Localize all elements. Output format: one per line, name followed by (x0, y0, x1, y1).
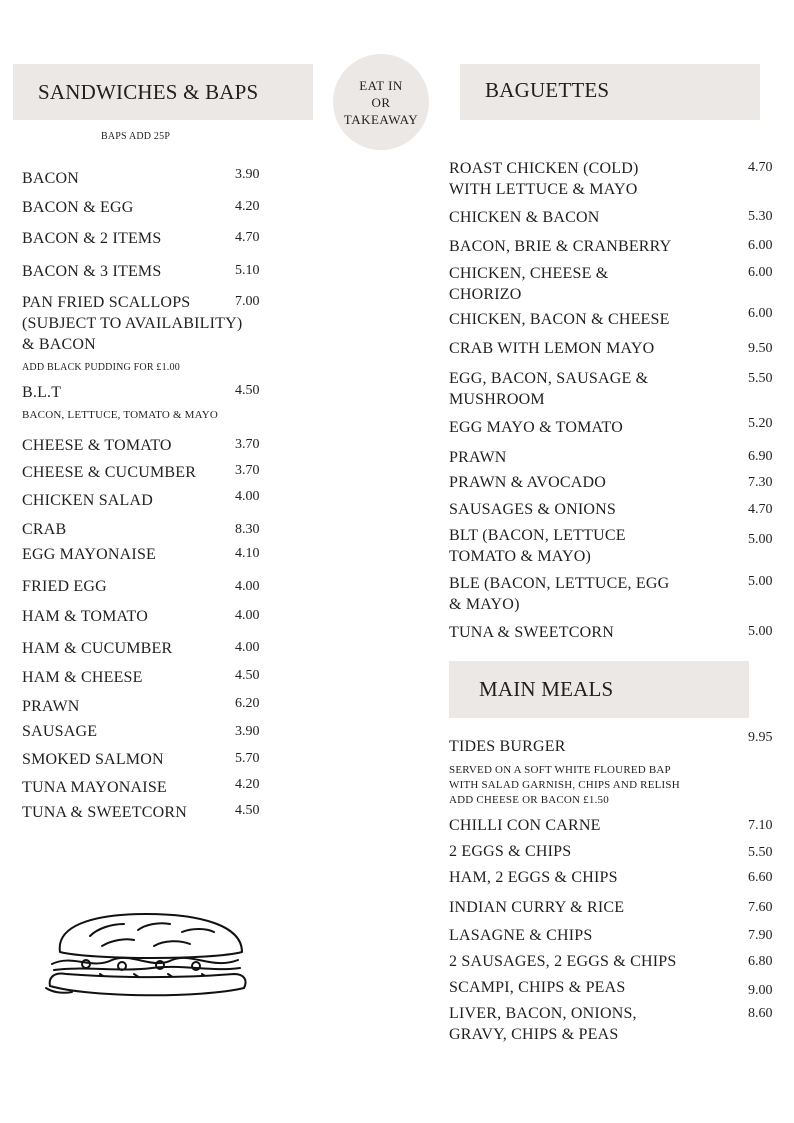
menu-item-name-line2: & MAYO) (449, 596, 520, 613)
menu-item-name: BLE (BACON, LETTUCE, EGG (449, 575, 670, 592)
burger-note-line1: SERVED ON A SOFT WHITE FLOURED BAP (449, 764, 671, 776)
scallops-note: ADD BLACK PUDDING FOR £1.00 (22, 362, 180, 373)
menu-item-price: 4.50 (235, 668, 260, 683)
menu-item-price: 7.30 (748, 475, 773, 490)
blt-note: BACON, LETTUCE, TOMATO & MAYO (22, 409, 219, 421)
menu-item-price: 6.20 (235, 696, 260, 711)
menu-item-name: EGG MAYO & TOMATO (449, 419, 623, 436)
menu-item-name: LIVER, BACON, ONIONS, (449, 1005, 637, 1022)
menu-item-price: 3.90 (235, 167, 260, 182)
menu-item-name-line3: & BACON (22, 336, 96, 353)
menu-item-price: 4.70 (748, 160, 773, 175)
menu-item-price: 6.00 (748, 265, 773, 280)
menu-item-name: INDIAN CURRY & RICE (449, 899, 625, 916)
menu-item-name: BACON & 3 ITEMS (22, 263, 162, 280)
menu-item-price: 5.20 (748, 416, 773, 431)
menu-item-name: SMOKED SALMON (22, 751, 164, 768)
menu-item-price: 4.00 (235, 608, 260, 623)
menu-item-name: TUNA & SWEETCORN (22, 804, 187, 821)
menu-item-price: 5.10 (235, 263, 260, 278)
menu-item-name-line2: WITH LETTUCE & MAYO (449, 181, 638, 198)
badge-line-3: TAKEAWAY (343, 111, 419, 127)
menu-item-name: CHICKEN, CHEESE & (449, 265, 609, 282)
menu-item-price: 6.90 (748, 449, 773, 464)
burger-note-line3: ADD CHEESE OR BACON £1.50 (449, 794, 609, 806)
eat-in-takeaway-badge (333, 54, 429, 150)
menu-item-name: SAUSAGE (22, 723, 98, 740)
menu-item-price: 5.00 (748, 624, 773, 639)
menu-item-name: BACON & 2 ITEMS (22, 230, 162, 247)
menu-item-name: HAM & TOMATO (22, 608, 148, 625)
menu-item-name-line2: (SUBJECT TO AVAILABILITY) (22, 315, 243, 332)
menu-item-name-line2: GRAVY, CHIPS & PEAS (449, 1026, 619, 1043)
menu-item-name: PRAWN (22, 698, 80, 715)
menu-item-price: 3.70 (235, 463, 260, 478)
baps-note: BAPS ADD 25P (101, 131, 171, 142)
badge-line-1: EAT IN (359, 77, 403, 93)
menu-item-price: 6.00 (748, 306, 773, 321)
menu-item-price: 4.70 (235, 230, 260, 245)
menu-item-price: 7.60 (748, 900, 773, 915)
menu-item-name: HAM, 2 EGGS & CHIPS (449, 869, 618, 886)
menu-item-price: 9.95 (748, 730, 773, 745)
menu-item-name: SAUSAGES & ONIONS (449, 501, 616, 518)
menu-item-price: 5.70 (235, 751, 260, 766)
menu-item-name: TUNA MAYONAISE (22, 779, 167, 796)
menu-item-name: EGG MAYONAISE (22, 546, 157, 563)
menu-item-name: ROAST CHICKEN (COLD) (449, 160, 639, 177)
menu-item-price: 3.90 (235, 724, 260, 739)
menu-item-name: 2 EGGS & CHIPS (449, 843, 572, 860)
menu-item-price: 5.30 (748, 209, 773, 224)
menu-item-price: 4.70 (748, 502, 773, 517)
menu-item-name: CHICKEN SALAD (22, 492, 154, 509)
menu-item-name-line2: CHORIZO (449, 286, 522, 303)
menu-item-name: CRAB WITH LEMON MAYO (449, 340, 655, 357)
menu-item-price: 5.00 (748, 574, 773, 589)
menu-item-price: 4.00 (235, 579, 260, 594)
menu-item-name: 2 SAUSAGES, 2 EGGS & CHIPS (449, 953, 677, 970)
menu-item-price: 4.50 (235, 803, 260, 818)
menu-item-name: HAM & CHEESE (22, 669, 143, 686)
menu-item-price: 4.20 (235, 199, 260, 214)
sandwiches-header (13, 64, 313, 120)
menu-item-price: 5.50 (748, 371, 773, 386)
menu-item-name: BLT (BACON, LETTUCE (449, 527, 626, 544)
menu-item-name: CHEESE & TOMATO (22, 437, 172, 454)
menu-item-name: CHEESE & CUCUMBER (22, 464, 197, 481)
main-meals-title: MAIN MEALS (479, 677, 614, 701)
menu-item-price: 8.60 (748, 1006, 773, 1021)
menu-item-name: EGG, BACON, SAUSAGE & (449, 370, 649, 387)
menu-item-price: 5.00 (748, 532, 773, 547)
menu-item-price: 6.80 (748, 954, 773, 969)
menu-item-name: CRAB (22, 521, 67, 538)
menu-item-name: PAN FRIED SCALLOPS (22, 294, 191, 311)
menu-item-name: PRAWN (449, 449, 507, 466)
baguettes-title: BAGUETTES (485, 77, 610, 102)
menu-item-name: TIDES BURGER (449, 738, 566, 755)
menu-item-name: BACON & EGG (22, 199, 134, 216)
menu-item-price: 4.10 (235, 546, 260, 561)
menu-item-price: 8.30 (235, 522, 260, 537)
menu-item-name: HAM & CUCUMBER (22, 640, 173, 657)
sandwiches-title: SANDWICHES & BAPS (38, 79, 259, 104)
sandwich-icon (42, 908, 252, 1005)
menu-item-name: CHICKEN, BACON & CHEESE (449, 311, 670, 328)
menu-item-price: 7.00 (235, 294, 260, 309)
menu-item-name: SCAMPI, CHIPS & PEAS (449, 979, 626, 996)
menu-item-name: BACON, BRIE & CRANBERRY (449, 238, 672, 255)
menu-item-price: 7.10 (748, 818, 773, 833)
menu-item-name: CHICKEN & BACON (449, 209, 600, 226)
main-meals-header (449, 661, 749, 718)
menu-item-name: B.L.T (22, 384, 62, 401)
menu-item-name: LASAGNE & CHIPS (449, 927, 593, 944)
menu-item-price: 3.70 (235, 437, 260, 452)
menu-item-price: 7.90 (748, 928, 773, 943)
menu-item-price: 5.50 (748, 845, 773, 860)
burger-note-line2: WITH SALAD GARNISH, CHIPS AND RELISH (449, 779, 680, 791)
menu-item-price: 4.20 (235, 777, 260, 792)
menu-item-name: CHILLI CON CARNE (449, 817, 601, 834)
menu-item-price: 6.60 (748, 870, 773, 885)
menu-item-name: BACON (22, 170, 80, 187)
menu-item-name: FRIED EGG (22, 578, 107, 595)
menu-item-price: 9.50 (748, 341, 773, 356)
badge-line-2: OR (371, 94, 391, 110)
menu-item-price: 9.00 (748, 983, 773, 998)
menu-item-price: 4.50 (235, 383, 260, 398)
menu-item-name: TUNA & SWEETCORN (449, 624, 614, 641)
menu-item-price: 6.00 (748, 238, 773, 253)
baguettes-header (460, 64, 760, 120)
menu-item-name: PRAWN & AVOCADO (449, 474, 606, 491)
menu-item-name-line2: MUSHROOM (449, 391, 545, 408)
menu-item-name-line2: TOMATO & MAYO) (449, 548, 592, 565)
menu-item-price: 4.00 (235, 489, 260, 504)
menu-item-price: 4.00 (235, 640, 260, 655)
